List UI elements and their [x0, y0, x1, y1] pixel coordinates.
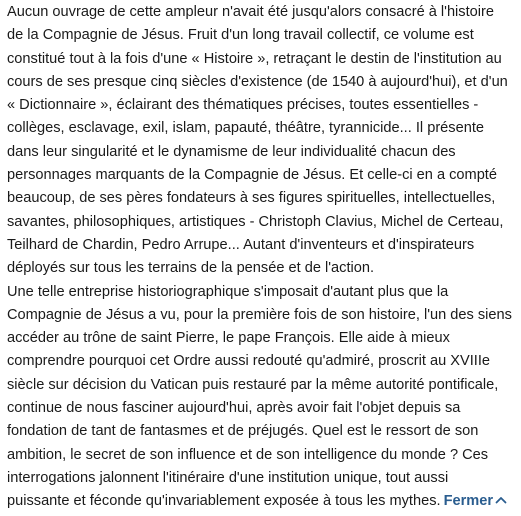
collapse-label: Fermer	[443, 493, 494, 510]
collapse-link[interactable]	[444, 493, 507, 509]
description-paragraph-2-text: Une telle entreprise historiographique s'imposait d'autant plus que la Compagnie de Jésus a vu, pour la première fois de son histoire, l'un des siens accéder au trône de saint Pierre, le pape François. Elle aide à mieux comprendre pourquoi cet Ordre aussi redouté qu'admiré, proscrit au XVIIIe siècle sur décision du Vatican puis restauré par la même autorité pontificale, continue de nous fasciner aujourd'hui, après avoir fait l'objet depuis sa fondation de tant de fantasmes et de préjugés. Quel est le ressort de son ambition, le secret de son influence et de son intelligence du monde ? Ces interrogations jalonnent l'itinéraire d'une institution unique, tout aussi puissante et féconde qu'invariablement exposée à tous les mythes.	[7, 283, 512, 510]
chevron-up-icon	[495, 495, 507, 505]
description-paragraph-2	[7, 281, 513, 514]
description-paragraph-1: Aucun ouvrage de cette ampleur n'avait été jusqu'alors consacré à l'histoire de la Compagnie de Jésus. Fruit d'un long travail collectif, ce volume est constitué tout à la fois d'une « Histoire », retraçant le destin de l'institution au cours de ses presque cinq siècles d'existence (de 1540 à aujourd'hui), et d'un « Dictionnaire », éclairant des thématiques précises, toutes essentielles - collèges, esclavage, exil, islam, papauté, théâtre, tyrannicide... Il présente dans leur singularité et le dynamisme de leur individualité chacun des personnages marquants de la Compagnie de Jésus. Et celle-ci en a compté beaucoup, de ses pères fondateurs à ses figures spirituelles, intellectuelles, savantes, philosophiques, artistiques - Christoph Clavius, Michel de Certeau, Teilhard de Chardin, Pedro Arrupe... Autant d'inventeurs et d'inspirateurs déployés sur tous les terrains de la pensée et de l'action.	[7, 4, 508, 277]
